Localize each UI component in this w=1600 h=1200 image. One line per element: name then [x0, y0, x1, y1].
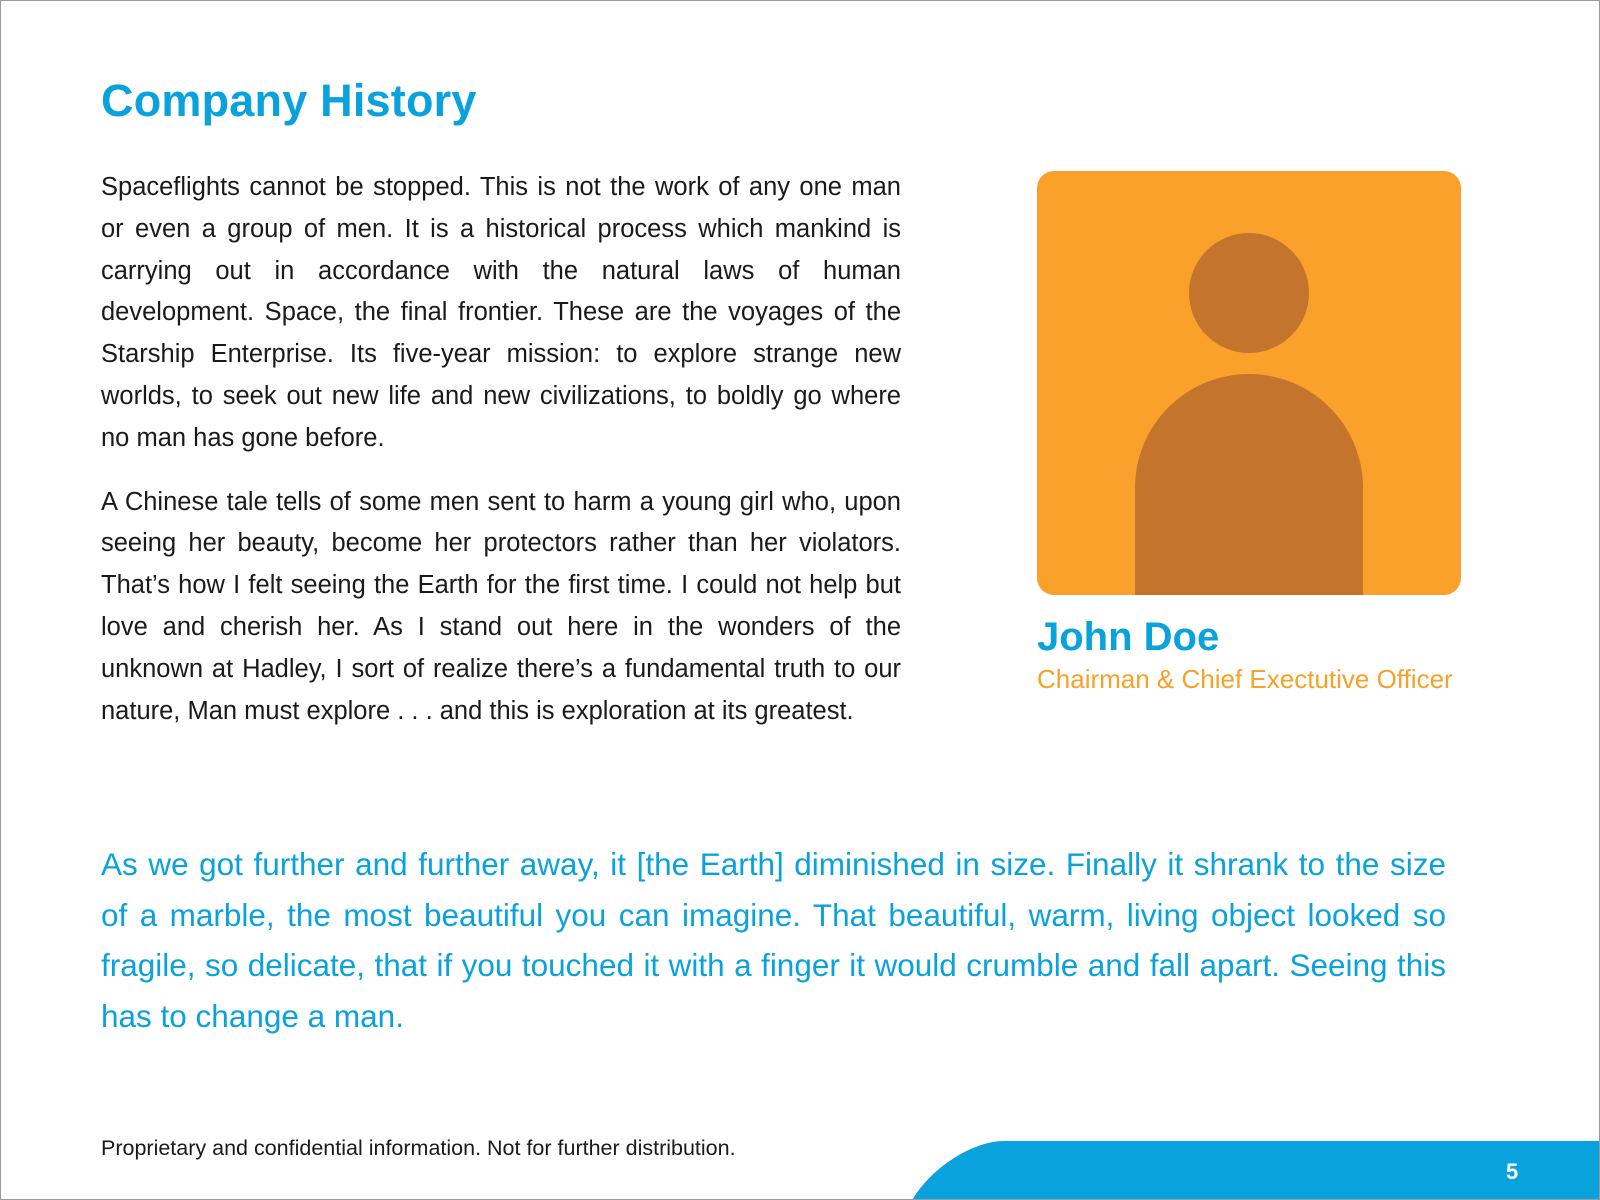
person-role: Chairman & Chief Exectutive Officer — [1037, 664, 1453, 694]
history-text — [101, 167, 901, 754]
avatar-body-shape — [1135, 374, 1363, 595]
pull-quote: As we got further and further away, it [the Earth] diminished in size. Finally it shrank to the size of a marble, the most beautiful you can imagine. That beautiful, warm, living object looked so fragile, so delicate, that if you touched it with a finger it would crumble and fall apart. Seeing this has to change a man. — [101, 846, 1446, 1034]
page-title: Company History — [101, 75, 477, 126]
history-paragraph-2: A Chinese tale tells of some men sent to harm a young girl who, upon seeing her beauty, become her protectors rather than her violators. That’s how I felt seeing the Earth for the first time. I could not help but love and cherish her. As I stand out here in the wonders of the unknown at Hadley, I sort of realize there’s a fundamental truth to our nature, Man must explore . . . and this is exploration at its greatest. — [101, 487, 901, 725]
confidentiality-note: Proprietary and confidential information. Not for further distribution. — [101, 1136, 736, 1160]
history-paragraph-1: Spaceflights cannot be stopped. This is not the work of any one man or even a group of men. It is a historical process which mankind is carrying out in accordance with the natural laws of human development. Space, the final frontier. These are the voyages of the Starship Enterprise. Its five-year mission: to explore strange new worlds, to seek out new life and new civilizations, to boldly go where no man has gone before. — [101, 173, 901, 452]
person-name: John Doe — [1037, 615, 1220, 659]
person-avatar-icon — [1037, 171, 1461, 595]
footer-band — [900, 1141, 1600, 1200]
page-number: 5 — [1506, 1159, 1519, 1184]
avatar-head-shape — [1189, 233, 1309, 353]
